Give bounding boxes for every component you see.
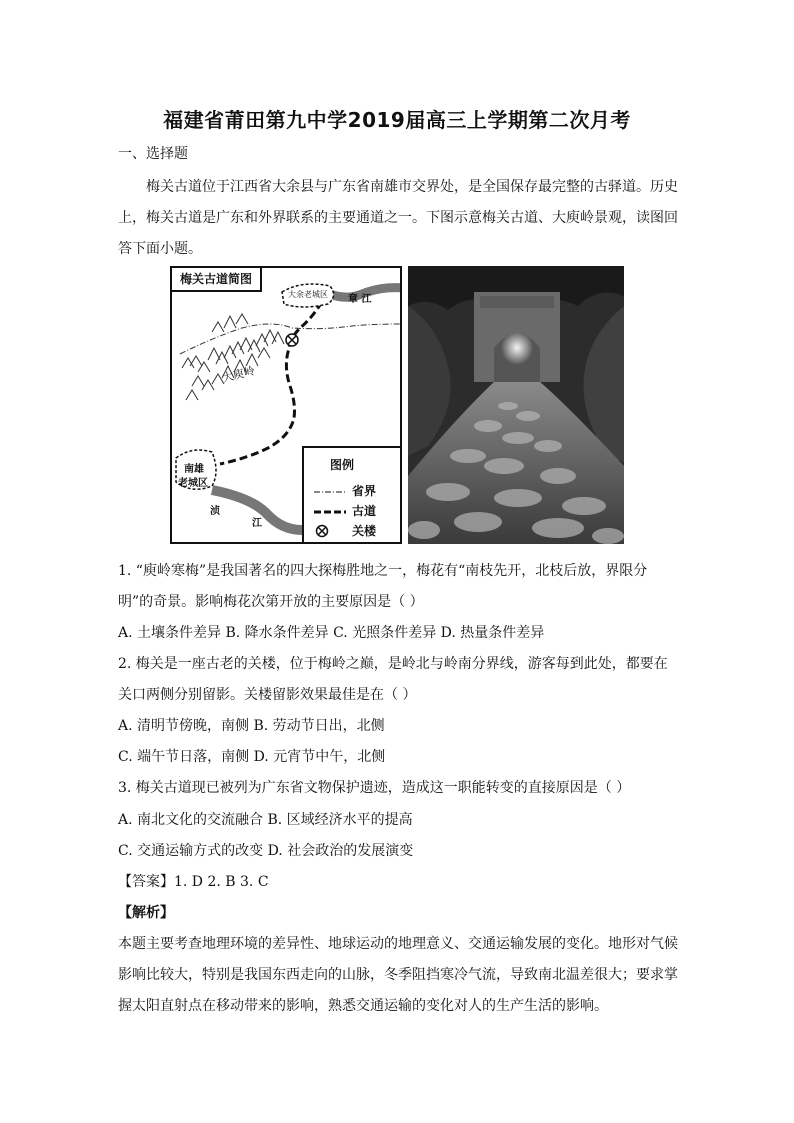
question-3-options-1: A. 南北文化的交流融合 B. 区域经济水平的提高 xyxy=(118,812,413,828)
question-1-options: A. 土壤条件差异 B. 降水条件差异 C. 光照条件差异 D. 热量条件差异 xyxy=(118,625,545,641)
legend-label-road: 古道 xyxy=(352,504,377,518)
map-label-nanxiong-1: 南雄 xyxy=(184,464,204,475)
meiguan-map xyxy=(170,266,402,544)
map-legend xyxy=(302,446,402,544)
intro-line-2: 上，梅关古道是广东和外界联系的主要通道之一。下图示意梅关古道、大庾岭景观，读图回 xyxy=(118,210,678,226)
question-3-line-1: 3. 梅关古道现已被列为广东省文物保护遗迹，造成这一职能转变的直接原因是（ ） xyxy=(118,780,631,796)
meiguan-photo xyxy=(408,266,624,544)
intro-line-1: 梅关古道位于江西省大余县与广东省南雄市交界处，是全国保存最完整的古驿道。历史 xyxy=(146,179,678,195)
photo-drawing xyxy=(408,266,624,544)
question-3-options-2: C. 交通运输方式的改变 D. 社会政治的发展演变 xyxy=(118,843,414,859)
analysis-line-3: 握太阳直射点在移动带来的影响，熟悉交通运输的变化对人的生产生活的影响。 xyxy=(118,998,608,1014)
map-label-dayu: 大余老城区 xyxy=(288,290,328,299)
question-2-line-1: 2. 梅关是一座古老的关楼，位于梅岭之巅，是岭北与岭南分界线，游客每到此处，都要在 xyxy=(118,656,668,672)
question-2-line-2: 关口两侧分别留影。关楼留影效果最佳是在（ ） xyxy=(118,687,417,703)
legend-border-icon xyxy=(312,485,348,499)
analysis-line-2: 影响比较大，特别是我国东西走向的山脉，冬季阻挡寒冷气流，导致南北温差很大；要求掌 xyxy=(118,967,678,983)
section-heading: 一、选择题 xyxy=(118,146,188,162)
legend-title: 图例 xyxy=(330,458,355,472)
question-1-line-2: 明”的奇景。影响梅花次第开放的主要原因是（ ） xyxy=(118,594,424,610)
analysis-line-1: 本题主要考查地理环境的差异性、地球运动的地理意义、交通运输发展的变化。地形对气候 xyxy=(118,936,678,952)
map-title: 梅关古道简图 xyxy=(172,268,262,292)
legend-row-road xyxy=(312,502,400,520)
legend-road-icon xyxy=(312,505,348,519)
legend-label-border: 省界 xyxy=(352,484,377,498)
question-2-options-2: C. 端午节日落，南侧 D. 元宵节中午，北侧 xyxy=(118,749,386,765)
figure xyxy=(170,266,624,544)
legend-row-pass xyxy=(312,522,400,540)
map-label-dayuling: 大庾岭 xyxy=(221,364,257,385)
intro-line-3: 答下面小题。 xyxy=(118,241,202,257)
map-label-zhang-river: 章 江 xyxy=(348,294,372,305)
legend-label-pass: 关楼 xyxy=(352,524,377,538)
map-label-zhen-river-2: 江 xyxy=(252,518,262,529)
document-title: 福建省莆田第九中学2019届高三上学期第二次月考 xyxy=(163,108,631,132)
pass-tower-icon xyxy=(312,523,348,539)
question-1-line-1: 1. “庾岭寒梅”是我国著名的四大探梅胜地之一，梅花有“南枝先开，北枝后放，界限分 xyxy=(118,563,648,579)
map-label-zhen-river-1: 浈 xyxy=(210,506,220,517)
legend-row-border xyxy=(312,482,400,500)
map-label-nanxiong-2: 老城区 xyxy=(178,478,208,489)
answer-line: 【答案】1. D 2. B 3. C xyxy=(118,874,269,890)
analysis-heading: 【解析】 xyxy=(118,905,174,921)
question-2-options-1: A. 清明节傍晚，南侧 B. 劳动节日出，北侧 xyxy=(118,718,385,734)
